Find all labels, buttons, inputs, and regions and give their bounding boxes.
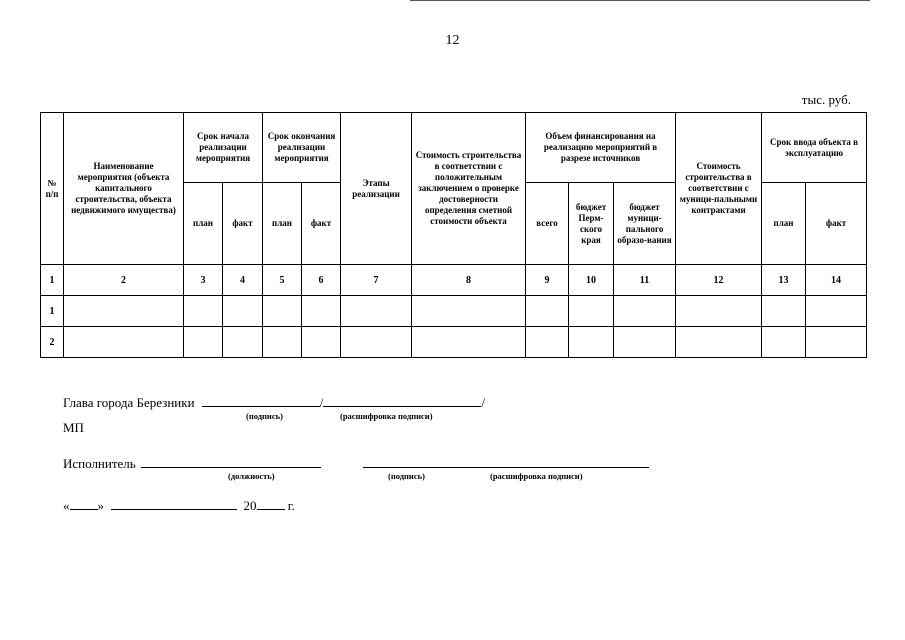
header-end-plan: план (263, 183, 302, 265)
caption-signature: (подпись) (246, 411, 283, 421)
stamp-label: МП (63, 420, 84, 435)
table-cell[interactable] (184, 327, 223, 358)
table-cell[interactable] (263, 296, 302, 327)
table-row (41, 296, 867, 327)
table-cell[interactable] (569, 327, 614, 358)
head-label: Глава города Березники (63, 395, 195, 410)
table-cell[interactable] (762, 296, 806, 327)
date-year-suffix: г. (287, 498, 295, 513)
table-cell[interactable] (806, 296, 867, 327)
executor-signature-field[interactable] (363, 455, 649, 468)
table-cell[interactable] (302, 327, 341, 358)
header-construction-cost: Стоимость строительства в соответствии с положительным заключением о проверке достоверности определения сметной стоимости объекта (412, 113, 526, 265)
table-cell[interactable] (64, 296, 184, 327)
slash: / (481, 395, 486, 410)
table-cell[interactable] (223, 296, 263, 327)
caption-executor-decoding: (расшифровка подписи) (490, 471, 583, 481)
table-cell[interactable] (526, 327, 569, 358)
header-name: Наименование мероприятия (объекта капитального строительства, объекта недвижимого имущества) (64, 113, 184, 265)
table-cell[interactable] (526, 296, 569, 327)
table-cell[interactable] (614, 296, 676, 327)
column-number: 2 (64, 265, 184, 296)
executor-line (63, 455, 321, 472)
column-number: 12 (676, 265, 762, 296)
table-cell[interactable] (263, 327, 302, 358)
date-close-quote: » (97, 498, 104, 513)
table-cell[interactable] (64, 327, 184, 358)
head-decoding-field[interactable] (323, 394, 481, 407)
header-funding-total: всего (526, 183, 569, 265)
row-number: 1 (41, 296, 64, 327)
table-row (41, 327, 867, 358)
header-commissioning-date: Срок ввода объекта в эксплуатацию (762, 113, 867, 183)
financing-table (40, 112, 867, 358)
caption-decoding: (расшифровка подписи) (340, 411, 433, 421)
header-start-fact: факт (223, 183, 263, 265)
page-number: 12 (445, 33, 460, 48)
date-day-field[interactable] (70, 497, 98, 510)
column-number: 8 (412, 265, 526, 296)
column-number: 3 (184, 265, 223, 296)
table-cell[interactable] (223, 327, 263, 358)
column-number: 1 (41, 265, 64, 296)
head-signature-line (63, 394, 485, 411)
executor-signature-line (363, 455, 649, 472)
header-row-1 (41, 113, 867, 183)
column-number: 4 (223, 265, 263, 296)
column-numbers-row (41, 265, 867, 296)
date-year-prefix: 20 (243, 498, 257, 513)
executor-label: Исполнитель (63, 456, 136, 471)
table-cell[interactable] (341, 296, 412, 327)
date-month-field[interactable] (111, 497, 237, 510)
header-contract-cost: Стоимость строительства в соответствии с муници-пальными контрактами (676, 113, 762, 265)
header-end-fact: факт (302, 183, 341, 265)
header-commission-fact: факт (806, 183, 867, 265)
table-cell[interactable] (184, 296, 223, 327)
caption-executor-signature: (подпись) (388, 471, 425, 481)
table-cell[interactable] (569, 296, 614, 327)
column-number: 11 (614, 265, 676, 296)
table-cell[interactable] (676, 296, 762, 327)
table-cell[interactable] (412, 327, 526, 358)
header-commission-plan: план (762, 183, 806, 265)
column-number: 6 (302, 265, 341, 296)
date-open-quote: « (63, 498, 70, 513)
header-end-date: Срок окончания реализации мероприятия (263, 113, 341, 183)
executor-position-field[interactable] (141, 455, 321, 468)
table-cell[interactable] (614, 327, 676, 358)
column-number: 10 (569, 265, 614, 296)
date-year-field[interactable] (257, 497, 285, 510)
table-cell[interactable] (806, 327, 867, 358)
table-cell[interactable] (302, 296, 341, 327)
top-border-line (410, 0, 870, 1)
table-cell[interactable] (676, 327, 762, 358)
header-funding-volume: Объем финансирования на реализацию мероприятий в разрезе источников (526, 113, 676, 183)
row-number: 2 (41, 327, 64, 358)
header-municipal-budget: бюджет муници-пального образо-вания (614, 183, 676, 265)
caption-position: (должность) (228, 471, 275, 481)
units-label: тыс. руб. (801, 92, 851, 107)
table-cell[interactable] (412, 296, 526, 327)
header-perm-budget: бюджет Перм-ского края (569, 183, 614, 265)
slash: / (319, 395, 324, 410)
header-stages: Этапы реализации (341, 113, 412, 265)
table-cell[interactable] (341, 327, 412, 358)
column-number: 5 (263, 265, 302, 296)
column-number: 9 (526, 265, 569, 296)
header-start-plan: план (184, 183, 223, 265)
header-num: № п/п (41, 113, 64, 265)
column-number: 7 (341, 265, 412, 296)
column-number: 14 (806, 265, 867, 296)
column-number: 13 (762, 265, 806, 296)
head-signature-field[interactable] (202, 394, 320, 407)
date-line (63, 497, 295, 514)
table-cell[interactable] (762, 327, 806, 358)
header-start-date: Срок начала реализации мероприятия (184, 113, 263, 183)
